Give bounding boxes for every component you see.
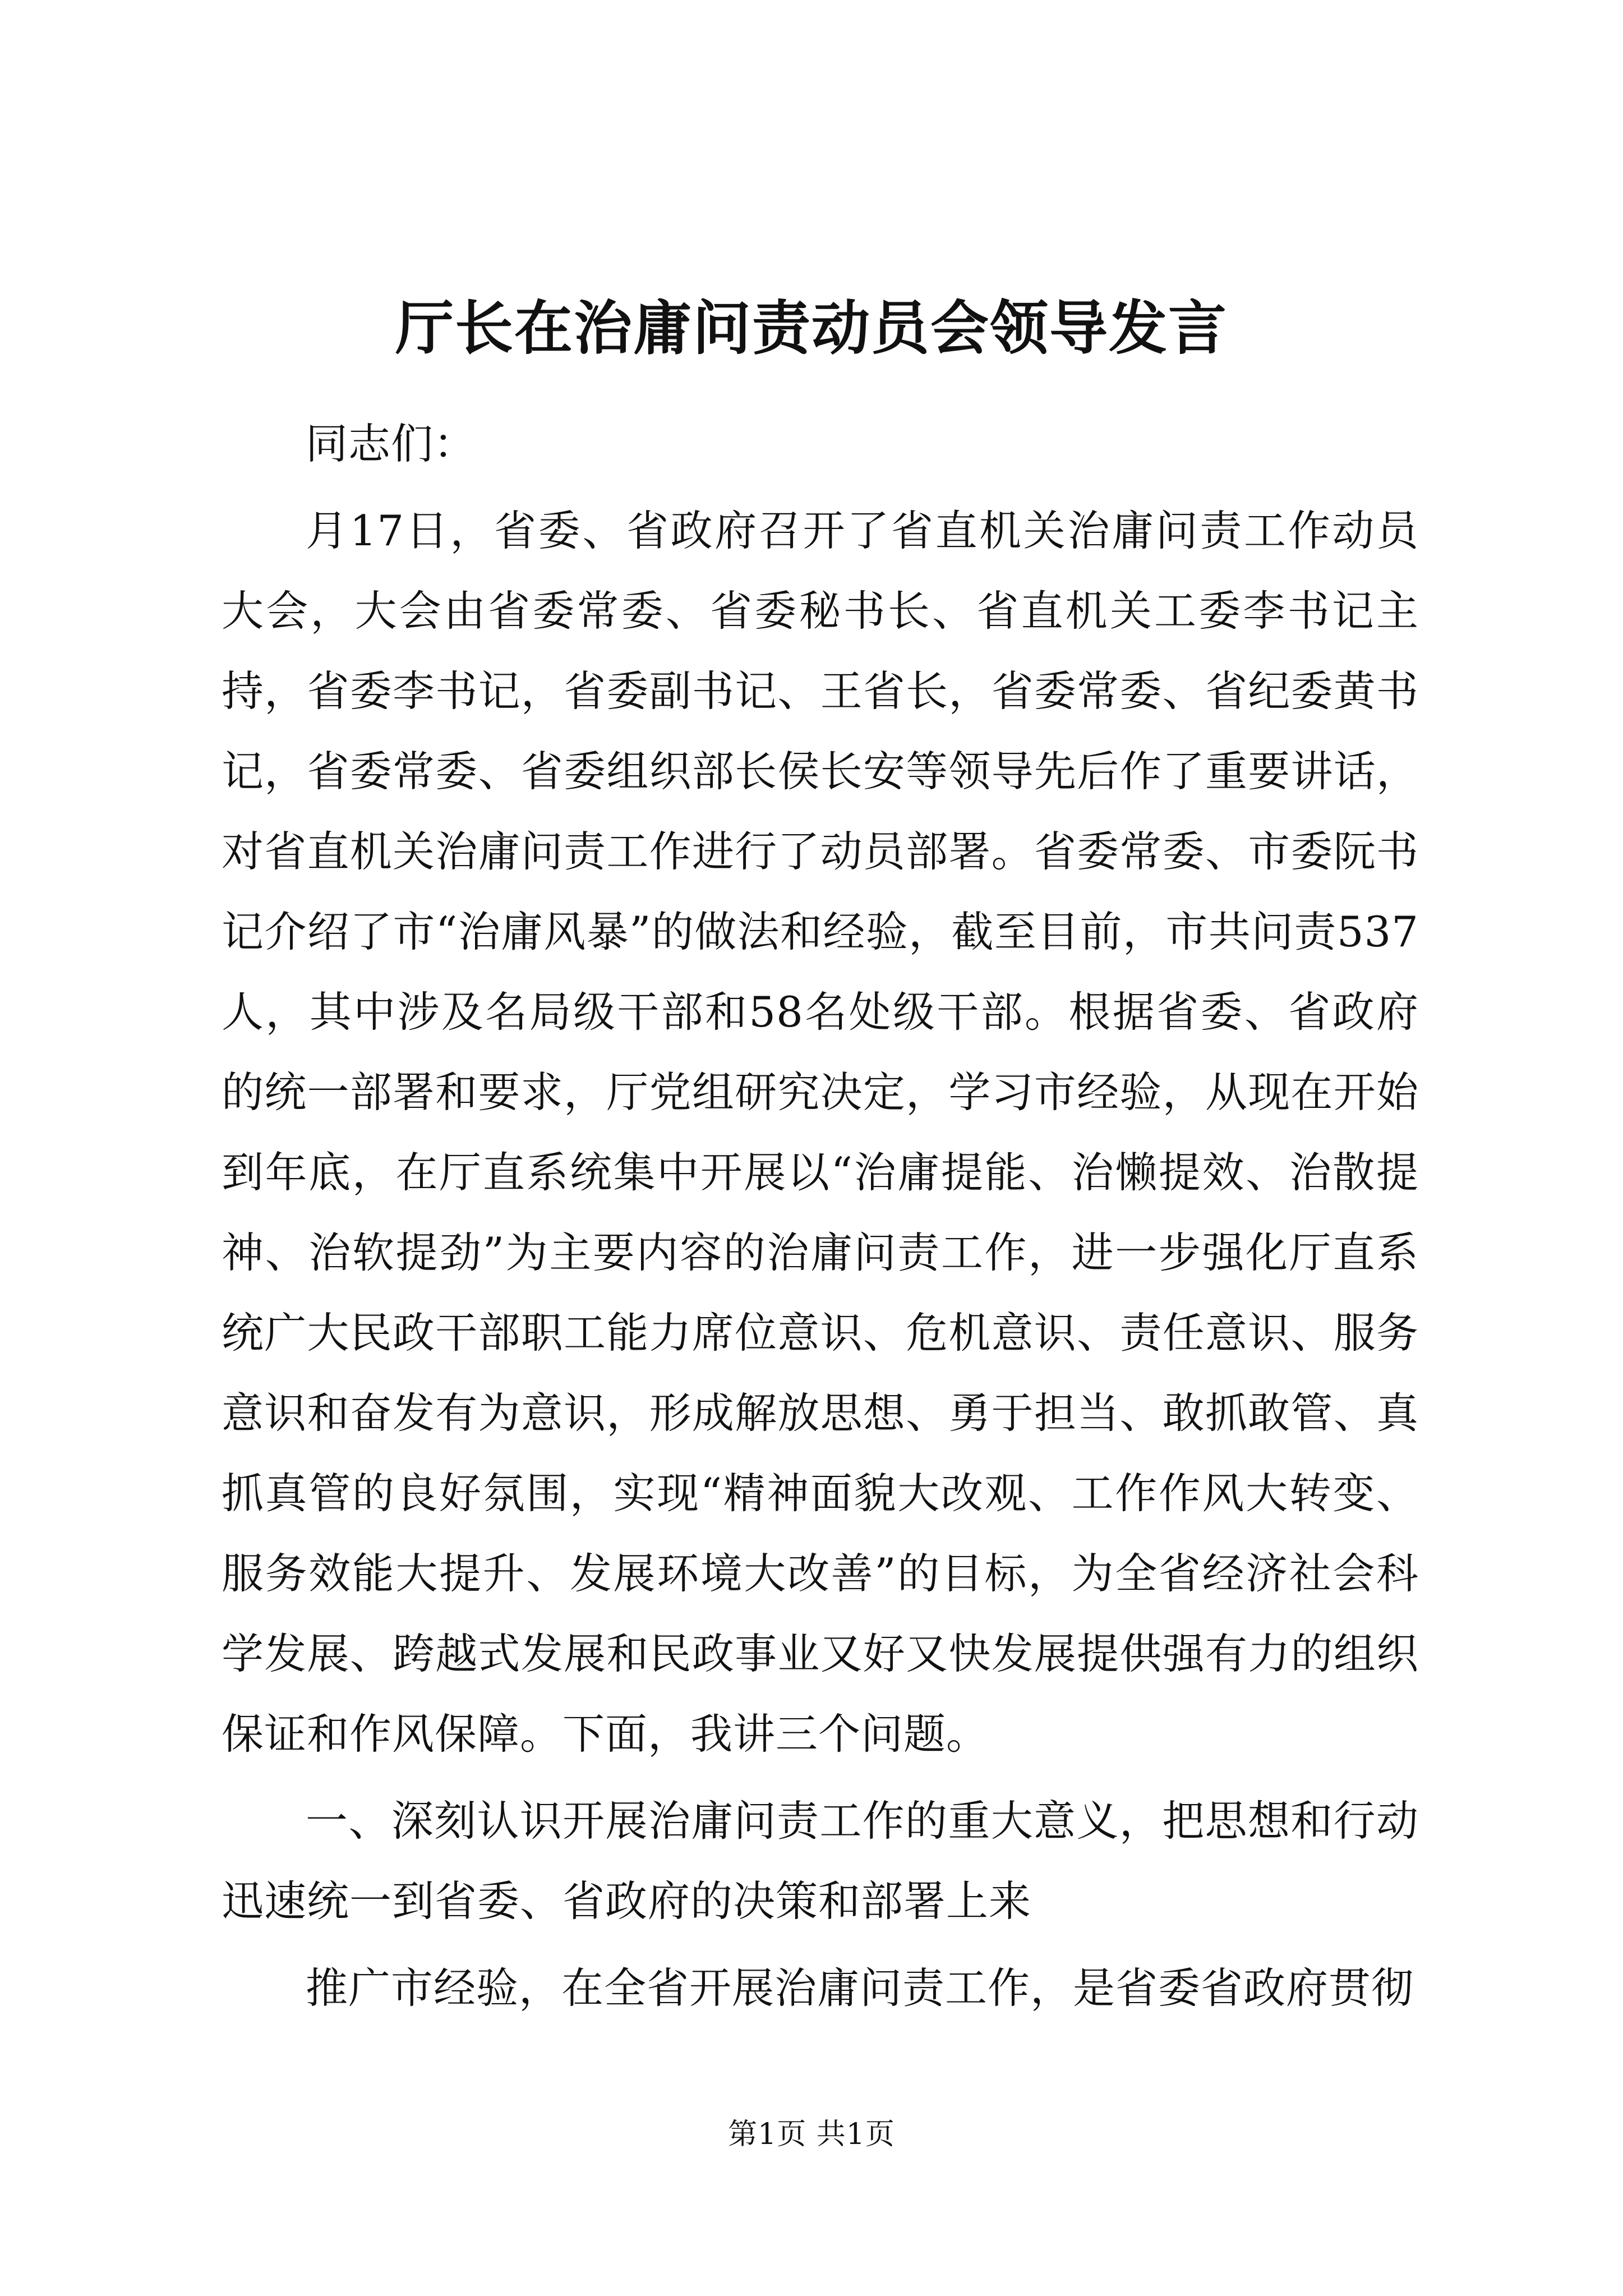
section-heading-1: 一、深刻认识开展治庸问责工作的重大意义，把思想和行动迅速统一到省委、省政府的决策和部署上来 bbox=[222, 1796, 1419, 1926]
page-number-footer: 第1页 共1页 bbox=[728, 2118, 895, 2151]
document-body bbox=[222, 404, 1419, 2028]
salutation-paragraph: 同志们： bbox=[306, 419, 477, 468]
document-title: 厅长在治庸问责动员会领导发言 bbox=[395, 293, 1228, 362]
body-paragraph-2: 推广市经验，在全省开展治庸问责工作，是省委省政府贯彻 bbox=[306, 1963, 1414, 2013]
body-paragraph-1: 月17日，省委、省政府召开了省直机关治庸问责工作动员大会，大会由省委常委、省委秘书长、省直机关工委李书记主持，省委李书记，省委副书记、王省长，省委常委、省纪委黄书记，省委常委、省委组织部长侯长安等领导先后作了重要讲话，对省直机关治庸问责工作进行了动员部署。省委常委、市委阮书记介绍了市“治庸风暴”的做法和经验，截至目前，市共问责537人，其中涉及名局级干部和58名处级干部。根据省委、省政府的统一部署和要求，厅党组研究决定，学习市经验，从现在开始到年底，在厅直系统集中开展以“治庸提能、治懒提效、治散提神、治软提劲”为主要内容的治庸问责工作，进一步强化厅直系统广大民政干部职工能力席位意识、危机意识、责任意识、服务意识和奋发有为意识，形成解放思想、勇于担当、敢抓敢管、真抓真管的良好氛围，实现“精神面貌大改观、工作作风大转变、服务效能大提升、发展环境大改善”的目标，为全省经济社会科学发展、跨越式发展和民政事业又好又快发展提供强有力的组织保证和作风保障。下面，我讲三个问题。 bbox=[222, 506, 1419, 1759]
